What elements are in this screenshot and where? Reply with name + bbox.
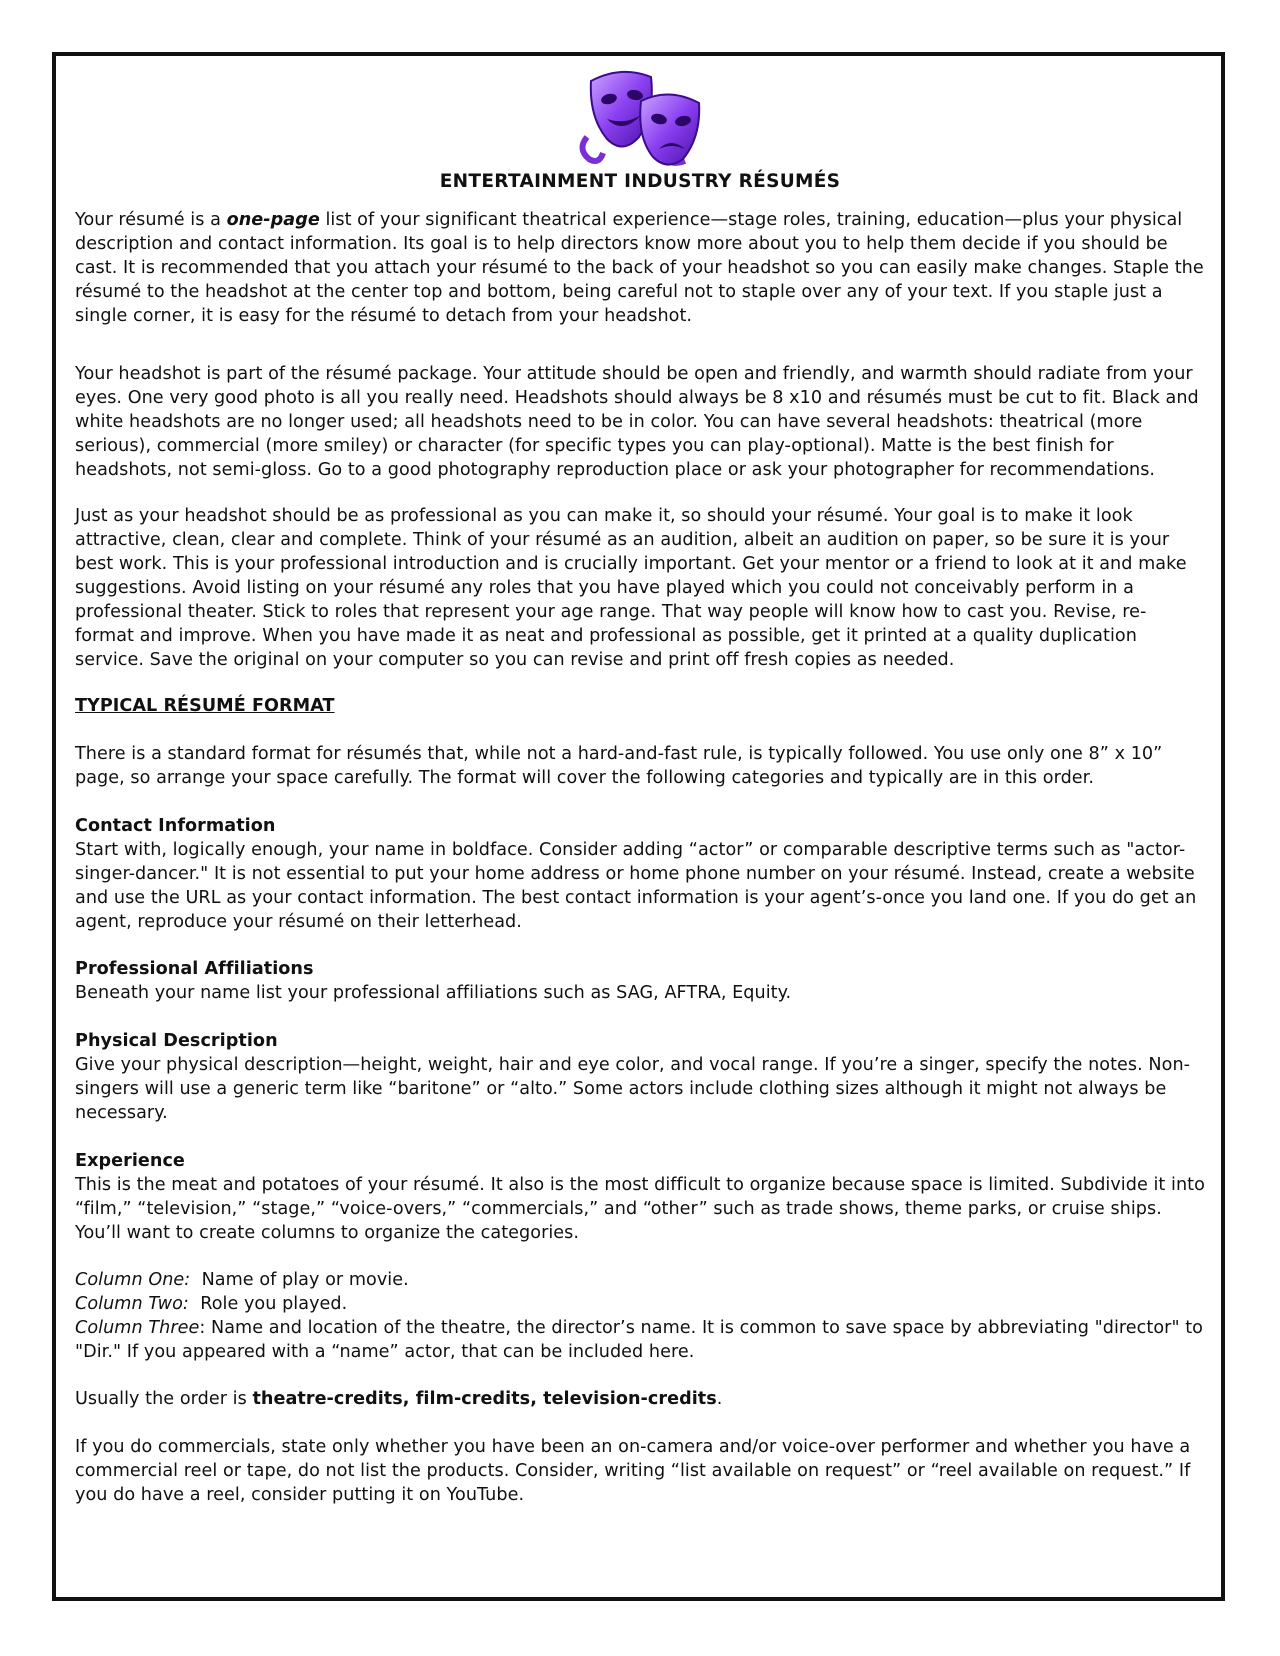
experience-text: This is the meat and potatoes of your résumé. It also is the most difficult to organize because space is limited. Subdivide it into “film,” “television,” “stage,” “voice-overs,” “commercials,” and “other” such as trade shows, theme parks, or cruise ships. You’ll want to create columns to organize the categories. (75, 1175, 1205, 1243)
format-intro (75, 742, 1205, 790)
commercials-paragraph (75, 1435, 1205, 1507)
columns-list (75, 1268, 1205, 1364)
column-two-label: Column Two: (75, 1294, 189, 1314)
contact-text: Start with, logically enough, your name in boldface. Consider adding “actor” or comparable descriptive terms such as "actor-singer-dancer." It is not essential to put your home address or home phone number on your résumé. Instead, create a website and use the URL as your contact information. The best contact information is your agent’s-once you land one. If you do get an agent, reproduce your résumé on their letterhead. (75, 840, 1197, 932)
paragraph-text: There is a standard format for résumés that, while not a hard-and-fast rule, is typically followed. You use only one 8” x 10” page, so arrange your space carefully. The format will cover the following categories and typically are in this order. (75, 744, 1163, 788)
text-span: list of your significant theatrical experience—stage roles, training, education—plus your physical description and contact information. Its goal is to help directors know more about you to help them decide if you should be cast. It is recommended that you attach your résumé to the back of your headshot so you can easily make changes. Staple the résumé to the headshot at the center top and bottom, being careful not to staple over any of your text. If you staple just a single corner, it is easy for the résumé to detach from your headshot. (75, 210, 1204, 326)
contact-heading: Contact Information (75, 816, 276, 836)
intro-paragraph-2 (75, 362, 1205, 482)
column-one-line (75, 1268, 1205, 1292)
affiliations-section (75, 957, 1205, 1005)
paragraph-text: Your headshot is part of the résumé package. Your attitude should be open and friendly, and warmth should radiate from your eyes. One very good photo is all you really need. Headshots should always be 8 x10 and résumés must be cut to fit. Black and white headshots are no longer used; all headshots need to be in color. You can have several headshots: theatrical (more serious), commercial (more smiley) or character (for specific types you can play-optional). Matte is the best finish for headshots, not semi-gloss. Go to a good photography reproduction place or ask your photographer for recommendations. (75, 364, 1199, 480)
physical-heading: Physical Description (75, 1031, 278, 1051)
experience-heading: Experience (75, 1151, 185, 1171)
order-credits: theatre-credits, film-credits, television-credits (252, 1389, 717, 1409)
intro-paragraph-1 (75, 208, 1205, 328)
page-title: ENTERTAINMENT INDUSTRY RÉSUMÉS (439, 171, 841, 192)
text-span: Your résumé is a (75, 210, 227, 230)
affiliations-heading: Professional Affiliations (75, 959, 314, 979)
section-heading (75, 694, 1205, 718)
intro-paragraph-3 (75, 504, 1205, 672)
column-three-label: Column Three (75, 1318, 200, 1338)
order-line (75, 1387, 1205, 1411)
column-one-label: Column One: (75, 1270, 191, 1290)
paragraph-text: If you do commercials, state only whether you have been an on-camera and/or voice-over performer and whether you have a commercial reel or tape, do not list the products. Consider, writing “list available on request” or “reel available on request.” If you do have a reel, consider putting it on YouTube. (75, 1437, 1191, 1505)
physical-text: Give your physical description—height, weight, hair and eye color, and vocal range. If you’re a singer, specify the notes. Non-singers will use a generic term like “baritone” or “alto.” Some actors include clothing sizes although it might not always be necessary. (75, 1055, 1191, 1123)
theater-masks-icon (573, 67, 709, 173)
typical-format-heading: TYPICAL RÉSUMÉ FORMAT (75, 696, 335, 716)
paragraph-text: Just as your headshot should be as professional as you can make it, so should your résumé. Your goal is to make it look attractive, clean, clear and complete. Think of your résumé as an audition, albeit an audition on paper, so be sure it is your best work. This is your professional introduction and is crucially important. Get your mentor or a friend to look at it and make suggestions. Avoid listing on your résumé any roles that you have played which you could not conceivably perform in a professional theater. Stick to roles that represent your age range. That way people will know how to cast you. Revise, re-format and improve. When you have made it as neat and professional as possible, get it printed at a quality duplication service. Save the original on your computer so you can revise and print off fresh copies as needed. (75, 506, 1187, 670)
contact-section (75, 814, 1205, 934)
column-three-text: : Name and location of the theatre, the director’s name. It is common to save space by abbreviating "director" to "Dir." If you appeared with a “name” actor, that can be included here. (75, 1318, 1203, 1362)
column-three-line (75, 1316, 1205, 1364)
column-two-line (75, 1292, 1205, 1316)
emphasis-one-page: one-page (226, 210, 320, 230)
text-span: Usually the order is (75, 1389, 253, 1409)
column-two-text: Role you played. (188, 1294, 348, 1314)
physical-section (75, 1029, 1205, 1125)
experience-section (75, 1149, 1205, 1245)
affiliations-text: Beneath your name list your professional affiliations such as SAG, AFTRA, Equity. (75, 983, 792, 1003)
column-one-text: Name of play or movie. (190, 1270, 409, 1290)
text-span: . (716, 1389, 723, 1409)
